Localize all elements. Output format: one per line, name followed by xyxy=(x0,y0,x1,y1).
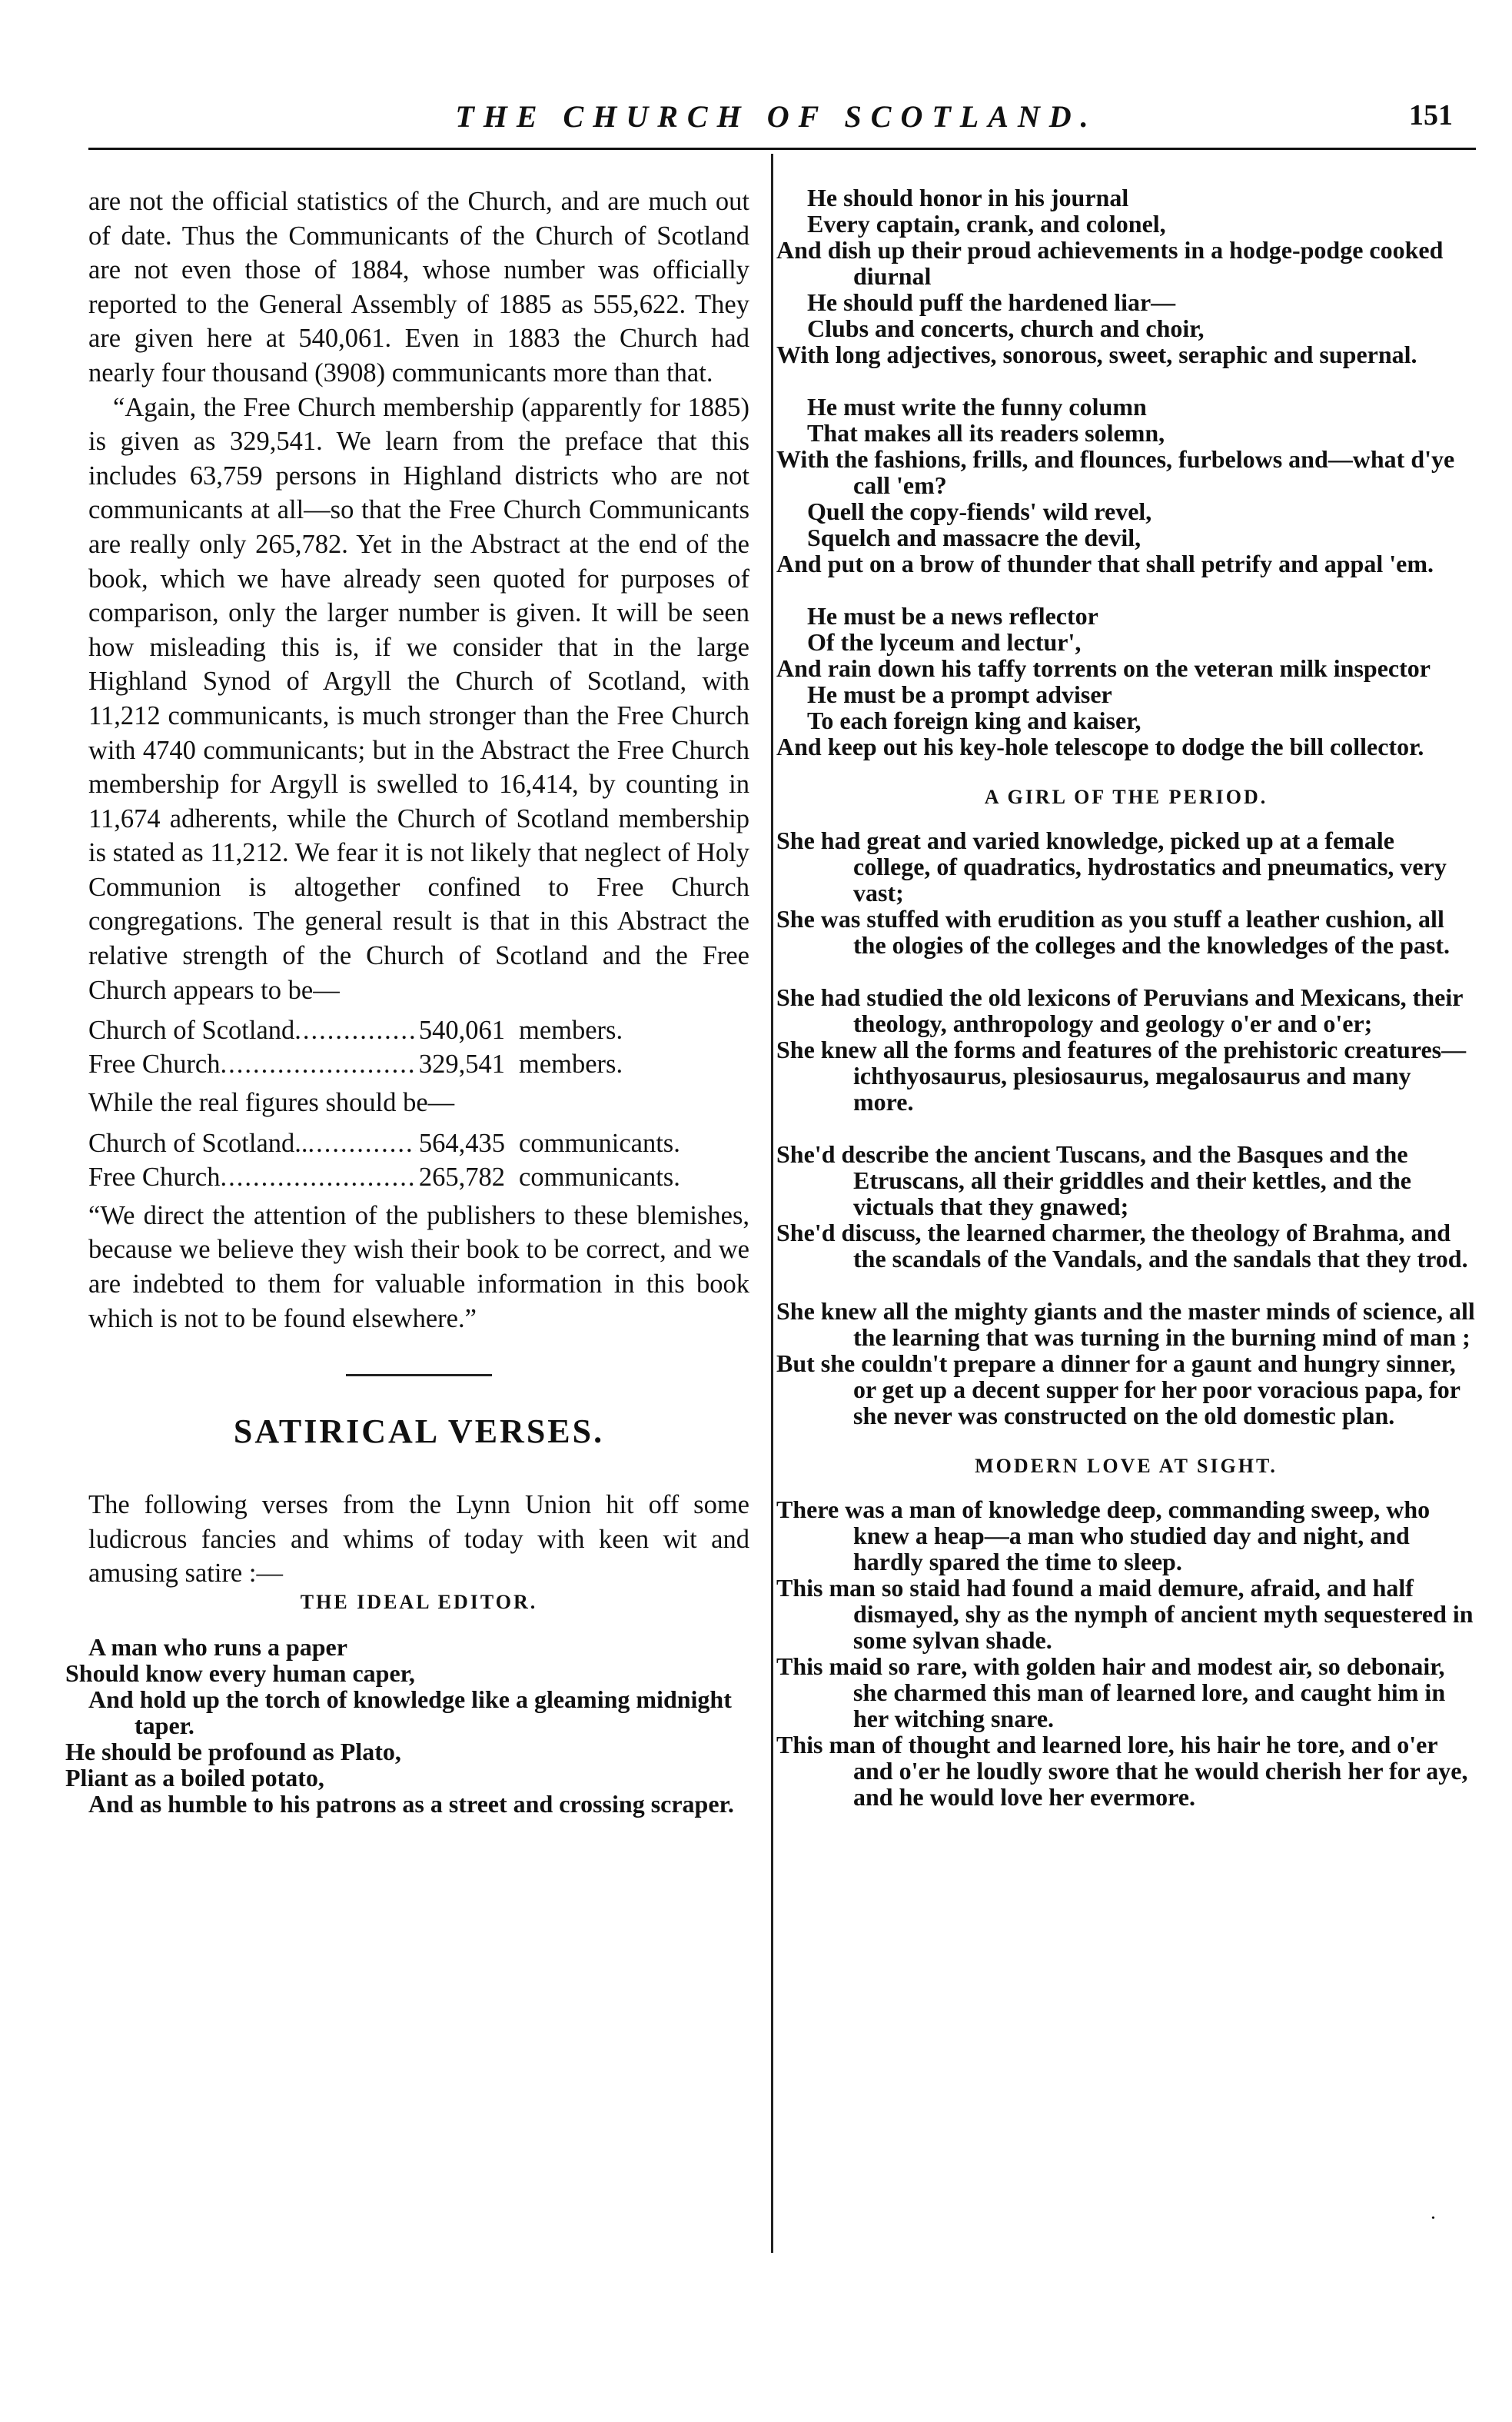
verse-line: Quell the copy-fiends' wild revel, xyxy=(807,497,1152,525)
stat-value: 540,061 xyxy=(418,1016,505,1046)
right-column xyxy=(776,185,1476,1810)
section-title: SATIRICAL VERSES. xyxy=(233,1412,605,1451)
verse-line: Should know every human caper, xyxy=(65,1659,415,1687)
verse-line: He should honor in his journal xyxy=(807,184,1129,211)
poem-stanza xyxy=(776,603,1476,760)
stat-unit: communicants. xyxy=(519,1162,680,1192)
stat-row xyxy=(88,1013,749,1047)
stat-row xyxy=(88,1160,749,1194)
stats-table-real xyxy=(88,1126,749,1194)
leader-dots xyxy=(221,1047,416,1081)
verse-line: She knew all the forms and features of the prehistoric creatures—ichthyosaurus, plesiosaurus, megalosaurus and many more. xyxy=(776,1036,1467,1116)
verse-line: He should puff the hardened liar— xyxy=(807,288,1176,316)
leader-dots xyxy=(294,1013,416,1047)
verse-line: Pliant as a boiled potato, xyxy=(65,1764,324,1792)
verse-line: She'd discuss, the learned charmer, the theology of Brahma, and the scandals of the Vandals, and the sandals that they trod. xyxy=(776,1219,1468,1273)
poem-title: A GIRL OF THE PERIOD. xyxy=(984,786,1268,808)
verse-line: He must be a news reflector xyxy=(807,602,1098,630)
verse-line: She knew all the mighty giants and the master minds of science, all the learning that was turning in the burning mind of man ; xyxy=(776,1297,1475,1351)
poem-stanza xyxy=(776,1141,1476,1272)
stat-label: Church of Scotland xyxy=(88,1016,295,1046)
column-rule xyxy=(771,154,773,2253)
verse-line: This man so staid had found a maid demure, afraid, and half dismayed, shy as the nymph of ancient myth sequestered in some sylvan shade. xyxy=(776,1574,1474,1654)
poem-stanza xyxy=(776,827,1476,958)
poem-title: THE IDEAL EDITOR. xyxy=(300,1591,538,1613)
verse-line: She was stuffed with erudition as you stuff a leather cushion, all the ologies of the colleges and the knowledges of the past. xyxy=(776,905,1450,959)
running-title: THE CHURCH OF SCOTLAND. xyxy=(455,99,1098,134)
verse-line: Squelch and massacre the devil, xyxy=(807,524,1141,551)
verse-line: He must write the funny column xyxy=(807,393,1147,421)
stats-table-reported xyxy=(88,1013,749,1081)
verse-line: With the fashions, frills, and flounces, furbelows and—what d'ye call 'em? xyxy=(776,445,1455,499)
verse-line: Clubs and concerts, church and choir, xyxy=(807,314,1205,342)
leader-dots xyxy=(221,1160,416,1194)
paragraph-statistics: are not the official statistics of the Church, and are much out of date. Thus the Communicants of the Church of Scotland are not even those of 1884, whose number was officially reported to the General Assembly of 1885 as 555,622. They are given here at 540,061. Even in 1883 the Church had nearly four thousand (3908) communicants more than that. xyxy=(88,187,749,388)
verse-line: To each foreign king and kaiser, xyxy=(807,707,1141,734)
verse-line: With long adjectives, sonorous, sweet, seraphic and supernal. xyxy=(776,341,1417,368)
verse-line: And put on a brow of thunder that shall petrify and appal 'em. xyxy=(776,550,1434,577)
poem-stanza xyxy=(776,1496,1476,1810)
poem-stanza xyxy=(776,185,1476,368)
section-intro: The following verses from the Lynn Union hit off some ludicrous fancies and whims of today with keen wit and amusing satire :— xyxy=(88,1490,749,1589)
verse-line: A man who runs a paper xyxy=(88,1633,347,1661)
poem-title: MODERN LOVE AT SIGHT. xyxy=(975,1455,1278,1477)
verse-line: He must be a prompt adviser xyxy=(807,680,1112,708)
leader-dots xyxy=(308,1126,416,1160)
stat-value: 265,782 xyxy=(418,1162,505,1192)
stat-unit: members. xyxy=(519,1016,623,1046)
verse-line: She had great and varied knowledge, picked up at a female college, of quadratics, hydrostatics and pneumatics, very vast; xyxy=(776,827,1447,907)
verse-line: Of the lyceum and lectur', xyxy=(807,628,1082,656)
stat-row xyxy=(88,1047,749,1081)
stats-intro: While the real figures should be— xyxy=(88,1088,455,1118)
verse-line: And hold up the torch of knowledge like a gleaming midnight taper. xyxy=(88,1685,732,1739)
stat-label: Free Church xyxy=(88,1050,221,1080)
stat-value: 564,435 xyxy=(418,1128,505,1158)
page-number: 151 xyxy=(1409,99,1453,131)
verse-line: And dish up their proud achievements in a hodge-podge cooked diurnal xyxy=(776,236,1444,290)
verse-line: He should be profound as Plato, xyxy=(65,1738,401,1765)
poem-stanza xyxy=(776,1298,1476,1429)
paragraph-free-church: “Again, the Free Church membership (apparently for 1885) is given as 329,541. We learn from the preface that this includes 63,759 persons in Highland districts who are not communicants at all—so that the Free Church Communicants are really only 265,782. Yet in the Abstract at the end of the book, which we have already seen quoted for purposes of comparison, only the larger number is given. It will be seen how misleading this is, if we consider that in the large Highland Synod of Argyll the Church of Scotland, with 11,212 communicants, is much stronger than the Free Church with 4740 communicants; but in the Abstract the Free Church membership for Argyll is swelled to 16,414, by counting in 11,674 adherents, while the Church of Scotland membership is stated as 11,212. We fear it is not likely that neglect of Holy Communion is altogether confined to Free Church congregations. The general result is that in this Abstract the relative strength of the Church of Scotland and the Free Church appears to be— xyxy=(88,392,749,1005)
left-column xyxy=(65,185,749,1843)
stat-unit: communicants. xyxy=(519,1128,680,1158)
verse-line: But she couldn't prepare a dinner for a gaunt and hungry sinner, or get up a decent supper for her poor voracious papa, for she never was constructed on the old domestic plan. xyxy=(776,1349,1460,1429)
stat-label: Church of Scotland.. xyxy=(88,1128,308,1158)
verse-line: This maid so rare, with golden hair and modest air, so debonair, she charmed this man of learned lore, and caught him in her witching snare. xyxy=(776,1652,1446,1732)
poem-stanza xyxy=(776,394,1476,577)
stat-value: 329,541 xyxy=(418,1050,505,1080)
stat-unit: members. xyxy=(519,1050,623,1080)
running-head xyxy=(85,98,1468,145)
verse-line: And as humble to his patrons as a street and crossing scraper. xyxy=(88,1790,734,1818)
verse-line: And keep out his key-hole telescope to dodge the bill collector. xyxy=(776,733,1424,760)
stat-label: Free Church xyxy=(88,1162,221,1192)
verse-line: She had studied the old lexicons of Peruvians and Mexicans, their theology, anthropology and geology o'er and o'er; xyxy=(776,983,1463,1037)
verse-line: Every captain, crank, and colonel, xyxy=(807,210,1166,238)
verse-line: There was a man of knowledge deep, commanding sweep, who knew a heap—a man who studied day and night, and hardly spared the time to sleep. xyxy=(776,1495,1431,1575)
poem-stanza xyxy=(776,984,1476,1115)
stray-mark: • xyxy=(1431,2213,1435,2224)
verse-line: And rain down his taffy torrents on the veteran milk inspector xyxy=(776,654,1431,682)
verse-line: That makes all its readers solemn, xyxy=(807,419,1165,447)
header-rule xyxy=(88,148,1476,150)
verse-line: She'd describe the ancient Tuscans, and the Basques and the Etruscans, all their griddles and their kettles, and the victuals that they gnawed; xyxy=(776,1140,1411,1220)
paragraph-publishers: “We direct the attention of the publishers to these blemishes, because we believe they wish their book to be correct, and we are indebted to them for valuable information in this book which is not to be found elsewhere.” xyxy=(88,1200,749,1333)
poem-stanza xyxy=(65,1633,749,1818)
stat-row xyxy=(88,1126,749,1160)
verse-line: This man of thought and learned lore, his hair he tore, and o'er and o'er he loudly swore that he would cherish her for aye, and he would love her evermore. xyxy=(776,1731,1468,1811)
section-divider xyxy=(346,1374,492,1376)
